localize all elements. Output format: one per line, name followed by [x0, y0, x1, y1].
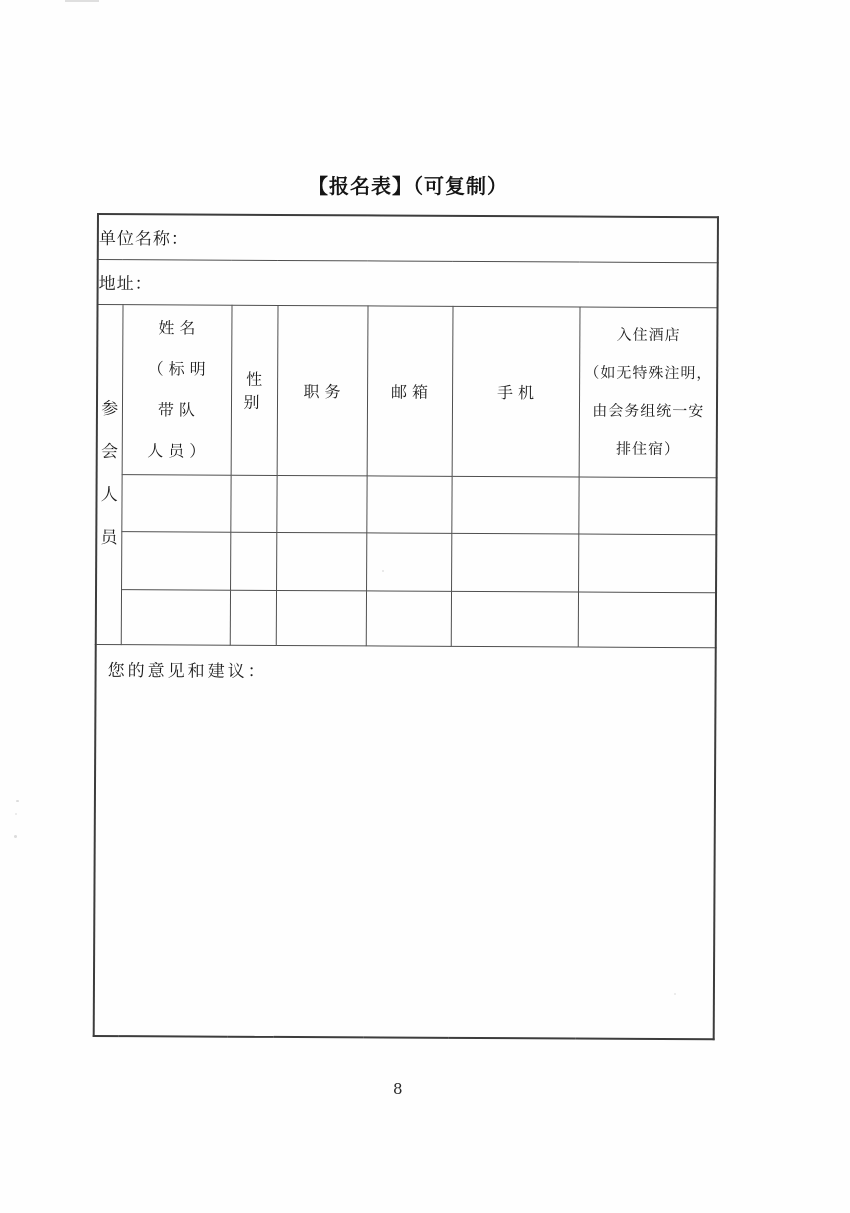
- scan-speck: [16, 800, 19, 802]
- attendee-name-cell: [121, 531, 230, 590]
- attendee-mobile-cell: [451, 591, 578, 647]
- attendee-email-cell: [366, 532, 451, 590]
- name-header-line: 人员）: [147, 441, 211, 461]
- hotel-header-line: 排住宿）: [615, 439, 681, 459]
- attendee-gender-cell: [230, 532, 276, 590]
- hotel-header-line: （如无特殊注明，: [584, 363, 713, 383]
- attendee-mobile-cell: [451, 476, 578, 534]
- attendees-char: 参: [101, 399, 119, 420]
- column-header-mobile: 手机: [452, 306, 580, 477]
- column-header-gender: 性别: [231, 305, 278, 475]
- address-row: [98, 259, 718, 307]
- attendee-hotel-cell: [578, 592, 716, 648]
- attendee-mobile-cell: [451, 533, 578, 592]
- page-title: 【报名表】（可复制）: [308, 174, 508, 198]
- registration-form-sheet: [93, 213, 719, 1040]
- attendees-char: 会: [100, 442, 119, 463]
- registration-form-table: [93, 213, 719, 1040]
- scan-speck: [382, 570, 384, 572]
- unit-name-row: [98, 214, 718, 262]
- attendees-char: 人: [100, 485, 118, 506]
- suggestions-cell: 您的意见和建议：: [94, 644, 716, 1039]
- scan-speck: [14, 835, 17, 838]
- attendee-position-cell: [276, 590, 366, 645]
- column-header-position: 职务: [277, 305, 368, 475]
- attendee-hotel-cell: [578, 534, 716, 593]
- column-header-email: 邮箱: [367, 305, 453, 475]
- column-header-name: [122, 304, 232, 475]
- attendee-gender-cell: [230, 590, 276, 645]
- attendee-email-cell: [366, 590, 451, 645]
- attendee-row: [96, 474, 716, 534]
- unit-name-cell: 单位名称：: [98, 214, 718, 262]
- attendee-name-cell: [121, 589, 230, 645]
- attendee-row: [96, 531, 716, 592]
- attendee-hotel-cell: [578, 477, 716, 535]
- address-cell: 地址：: [98, 259, 718, 307]
- attendees-header-row: [97, 304, 718, 477]
- scan-speck: [674, 993, 676, 995]
- attendees-label-cell: [96, 304, 123, 644]
- page-number: 8: [393, 1080, 403, 1098]
- attendee-row: [96, 589, 716, 647]
- attendee-position-cell: [276, 532, 366, 590]
- attendee-email-cell: [366, 475, 451, 532]
- attendee-position-cell: [276, 475, 366, 532]
- scan-smudge: [65, 0, 99, 2]
- column-header-hotel: [579, 307, 718, 478]
- attendees-char: 员: [100, 528, 118, 549]
- hotel-header-line: 由会务组统一安: [592, 401, 705, 421]
- attendee-gender-cell: [230, 475, 276, 532]
- name-header-line: （标明: [147, 359, 211, 379]
- hotel-header-line: 入住酒店: [616, 325, 681, 345]
- suggestions-row: [94, 644, 716, 1039]
- attendee-name-cell: [121, 474, 230, 532]
- name-header-line: 姓名: [158, 318, 201, 338]
- name-header-line: 带队: [157, 400, 201, 420]
- scan-speck: [15, 813, 17, 815]
